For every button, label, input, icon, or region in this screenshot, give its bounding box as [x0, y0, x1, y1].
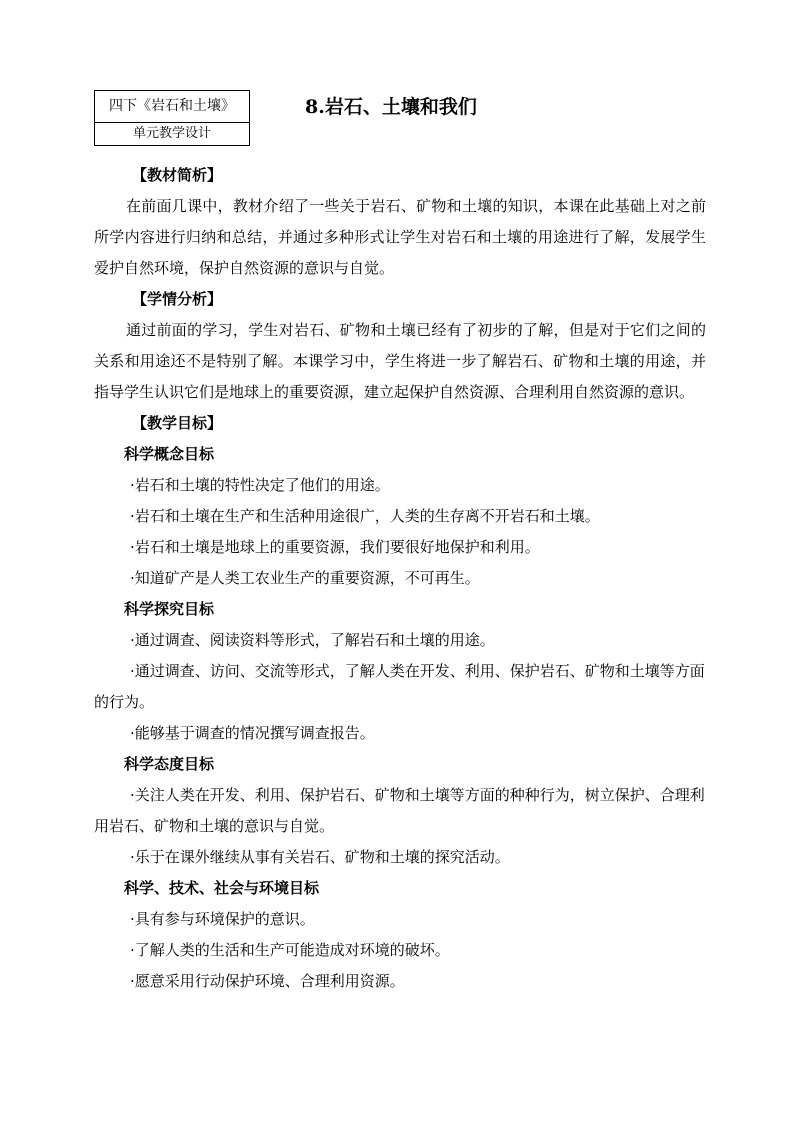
document-body: [94, 160, 706, 997]
goal-attitude-item: ·乐于在课外继续从事有关岩石、矿物和土壤的探究活动。: [130, 848, 510, 866]
goal-concept-title: 科学概念目标: [124, 445, 215, 463]
section-heading-textbook: 【教材简析】: [132, 166, 223, 184]
goal-attitude-title: 科学态度目标: [124, 755, 215, 773]
section-heading-goals: 【教学目标】: [132, 414, 223, 432]
lesson-title: 8.岩石、土壤和我们: [305, 96, 477, 118]
goal-inquiry-item: ·通过调查、阅读资料等形式，了解岩石和土壤的用途。: [130, 631, 495, 649]
textbook-paragraph: 在前面几课中，教材介绍了一些关于岩石、矿物和土壤的知识，本课在此基础上对之前所学内容进行归纳和总结，并通过多种形式让学生对岩石和土壤的用途进行了解，发展学生爱护自然环境，保护自然资源的意识与自觉。: [94, 197, 706, 277]
goal-stse-title: 科学、技术、社会与环境目标: [124, 879, 320, 897]
goal-stse-item: ·愿意采用行动保护环境、合理利用资源。: [130, 972, 405, 990]
goal-attitude-item: ·关注人类在开发、利用、保护岩石、矿物和土壤等方面的种种行为，树立保护、合理利用岩石、矿物和土壤的意识与自觉。: [94, 786, 705, 835]
section-heading-learners: 【学情分析】: [132, 290, 223, 308]
goal-concept-item: ·岩石和土壤的特性决定了他们的用途。: [130, 476, 390, 494]
goal-stse-item: ·了解人类的生活和生产可能造成对环境的破坏。: [130, 941, 450, 959]
goal-concept-item: ·知道矿产是人类工农业生产的重要资源，不可再生。: [130, 569, 480, 587]
unit-design-label: 单元教学设计: [132, 126, 211, 141]
goal-inquiry-item: ·通过调查、访问、交流等形式，了解人类在开发、利用、保护岩石、矿物和土壤等方面的行为。: [94, 662, 705, 711]
goal-concept-item: ·岩石和土壤在生产和生活种用途很广，人类的生存离不开岩石和土壤。: [130, 507, 600, 525]
goal-concept-item: ·岩石和土壤是地球上的重要资源，我们要很好地保护和利用。: [130, 538, 540, 556]
goal-inquiry-title: 科学探究目标: [124, 600, 215, 618]
unit-name: 四下《岩石和土壤》: [95, 91, 249, 123]
goal-inquiry-item: ·能够基于调查的情况撰写调查报告。: [130, 724, 375, 742]
goal-stse-item: ·具有参与环境保护的意识。: [130, 910, 315, 928]
unit-info-box: [94, 90, 250, 146]
learners-paragraph: 通过前面的学习，学生对岩石、矿物和土壤已经有了初步的了解，但是对于它们之间的关系和用途还不是特别了解。本课学习中，学生将进一步了解岩石、矿物和土壤的用途，并指导学生认识它们是地球上的重要资源，建立起保护自然资源、合理利用自然资源的意识。: [94, 321, 706, 401]
